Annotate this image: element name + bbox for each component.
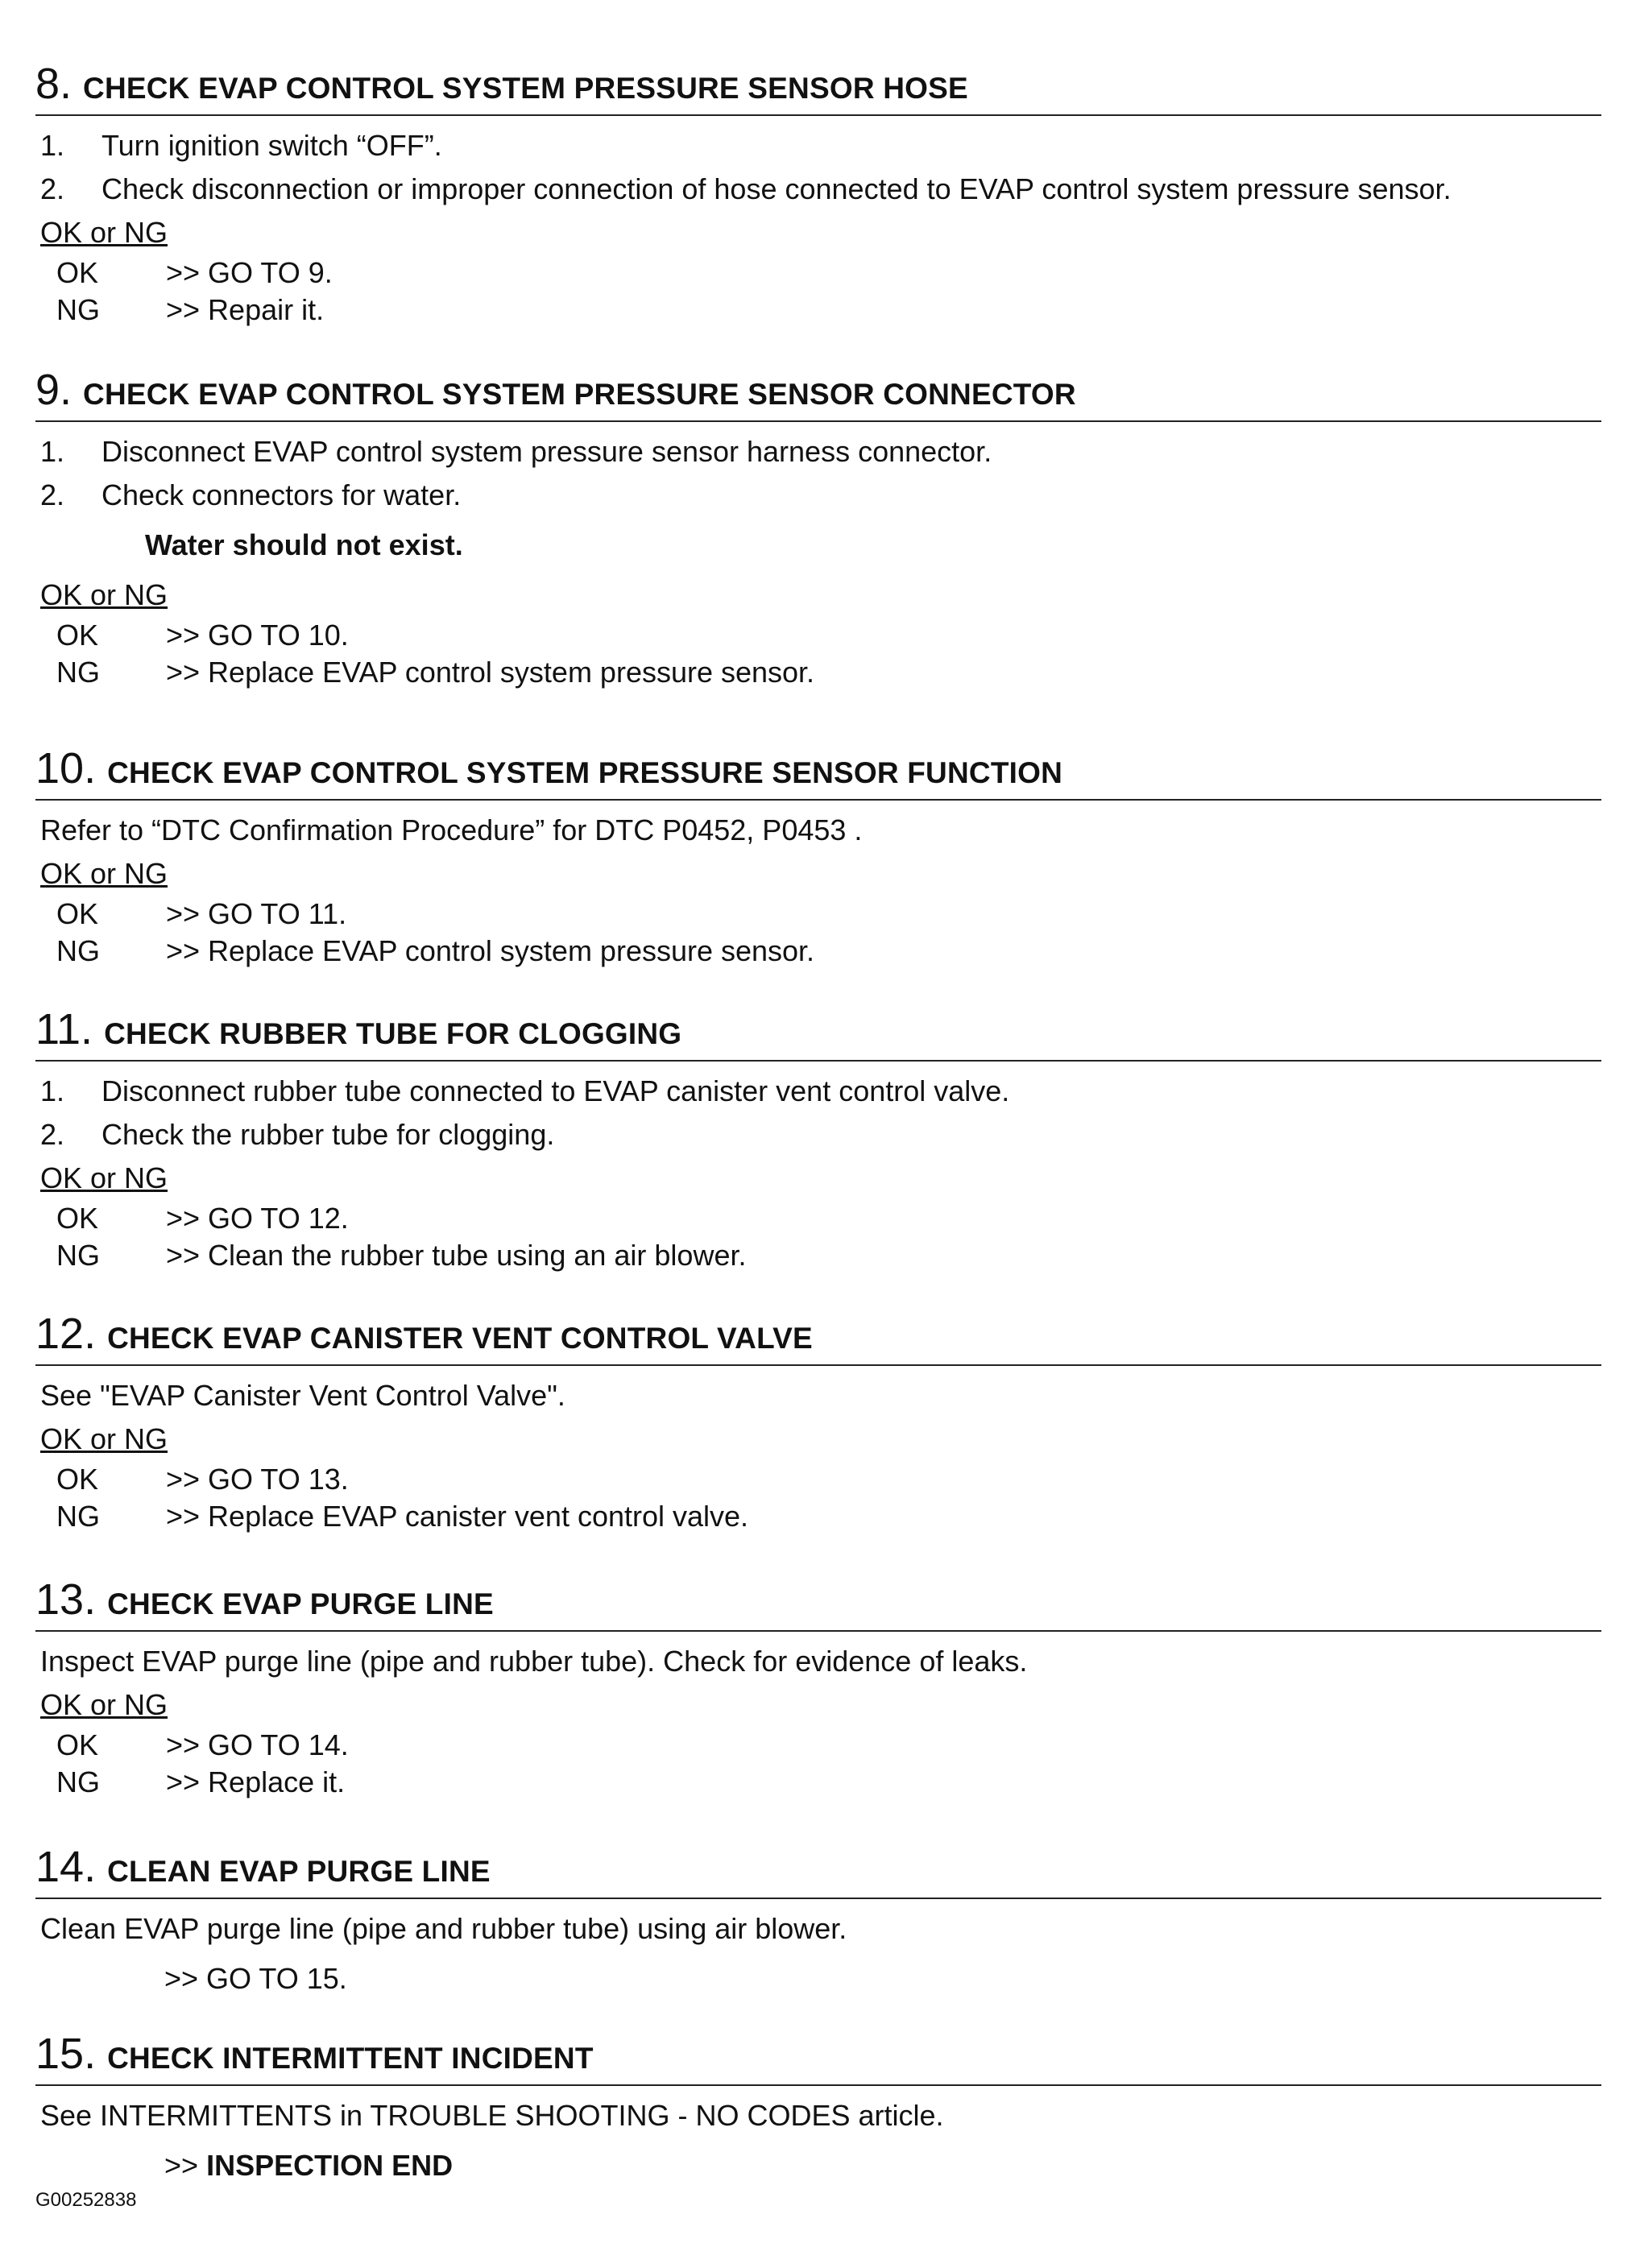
step-number: 15.	[35, 2030, 97, 2078]
step-title: CLEAN EVAP PURGE LINE	[107, 1855, 491, 1888]
header-rule	[35, 1898, 1601, 1899]
step-15	[35, 2025, 1601, 2187]
ok-or-ng-label: OK or NG	[40, 578, 168, 611]
result-ng: NG >> Repair it.	[56, 293, 325, 326]
step-9	[35, 361, 1601, 691]
step-title: CHECK EVAP CANISTER VENT CONTROL VALVE	[107, 1322, 813, 1355]
step-header	[35, 361, 1601, 419]
step-12	[35, 1305, 1601, 1535]
requirement-note: Water should not exist.	[145, 528, 463, 561]
result-ok: OK >> GO TO 13.	[56, 1463, 349, 1496]
procedure-item: 2. Check the rubber tube for clogging.	[40, 1118, 555, 1151]
step-14	[35, 1838, 1601, 2001]
step-title: CHECK EVAP CONTROL SYSTEM PRESSURE SENSOR HOSE	[83, 72, 968, 105]
procedure-item: 2. Check disconnection or improper connection of hose connected to EVAP control system pressure sensor.	[40, 172, 1452, 205]
result-ok: OK >> GO TO 10.	[56, 619, 349, 652]
step-number: 9.	[35, 366, 72, 414]
step-number: 8.	[35, 60, 72, 108]
step-8	[35, 55, 1601, 329]
procedure-text: Inspect EVAP purge line (pipe and rubber tube). Check for evidence of leaks.	[40, 1645, 1028, 1678]
header-rule	[35, 420, 1601, 422]
step-header	[35, 739, 1601, 797]
step-title: CHECK INTERMITTENT INCIDENT	[107, 2042, 594, 2075]
result-ok: OK >> GO TO 12.	[56, 1202, 349, 1235]
ok-or-ng-label: OK or NG	[40, 216, 168, 249]
step-header	[35, 1571, 1601, 1629]
step-13	[35, 1571, 1601, 1801]
figure-code: G00252838	[35, 2189, 137, 2211]
result-ok: OK >> GO TO 9.	[56, 256, 333, 289]
procedure-item: 1. Disconnect EVAP control system pressure sensor harness connector.	[40, 435, 992, 468]
step-title: CHECK EVAP CONTROL SYSTEM PRESSURE SENSOR FUNCTION	[107, 756, 1063, 789]
step-header	[35, 1000, 1601, 1058]
header-rule	[35, 799, 1601, 801]
procedure-item: 1. Disconnect rubber tube connected to EVAP canister vent control valve.	[40, 1074, 1010, 1107]
ok-or-ng-label: OK or NG	[40, 1688, 168, 1721]
step-number: 12.	[35, 1310, 97, 1358]
procedure-item: 1. Turn ignition switch “OFF”.	[40, 129, 442, 162]
result-ok: OK >> GO TO 11.	[56, 897, 347, 930]
result-ok: OK >> GO TO 14.	[56, 1728, 349, 1761]
header-rule	[35, 1630, 1601, 1632]
step-header	[35, 55, 1601, 113]
inspection-end: >> INSPECTION END	[164, 2149, 454, 2182]
result-ng: NG >> Replace EVAP control system pressure sensor.	[56, 934, 815, 967]
header-rule	[35, 1060, 1601, 1062]
step-header	[35, 1838, 1601, 1896]
procedure-text: Refer to “DTC Confirmation Procedure” for DTC P0452, P0453 .	[40, 813, 863, 846]
procedure-text: See INTERMITTENTS in TROUBLE SHOOTING - NO CODES article.	[40, 2099, 944, 2132]
step-title: CHECK EVAP CONTROL SYSTEM PRESSURE SENSOR CONNECTOR	[83, 378, 1076, 411]
step-title: CHECK EVAP PURGE LINE	[107, 1587, 494, 1620]
ok-or-ng-label: OK or NG	[40, 1422, 168, 1455]
step-number: 14.	[35, 1843, 97, 1891]
ok-or-ng-label: OK or NG	[40, 857, 168, 890]
result-ng: NG >> Replace it.	[56, 1765, 346, 1798]
step-10	[35, 739, 1601, 970]
step-number: 11.	[35, 1005, 93, 1053]
result-ng: NG >> Replace EVAP control system pressure sensor.	[56, 656, 815, 689]
result-ng: NG >> Replace EVAP canister vent control valve.	[56, 1500, 749, 1533]
header-rule	[35, 114, 1601, 116]
ok-or-ng-label: OK or NG	[40, 1161, 168, 1194]
procedure-item: 2. Check connectors for water.	[40, 478, 462, 511]
step-header	[35, 1305, 1601, 1363]
procedure-text: Clean EVAP purge line (pipe and rubber tube) using air blower.	[40, 1912, 847, 1945]
header-rule	[35, 2084, 1601, 2086]
go-to-instruction: >> GO TO 15.	[164, 1962, 347, 1995]
step-header	[35, 2025, 1601, 2083]
header-rule	[35, 1364, 1601, 1366]
step-11	[35, 1000, 1601, 1274]
step-number: 10.	[35, 744, 97, 793]
procedure-text: See "EVAP Canister Vent Control Valve".	[40, 1379, 565, 1412]
step-number: 13.	[35, 1575, 97, 1624]
step-title: CHECK RUBBER TUBE FOR CLOGGING	[104, 1017, 682, 1050]
result-ng: NG >> Clean the rubber tube using an air blower.	[56, 1239, 747, 1272]
